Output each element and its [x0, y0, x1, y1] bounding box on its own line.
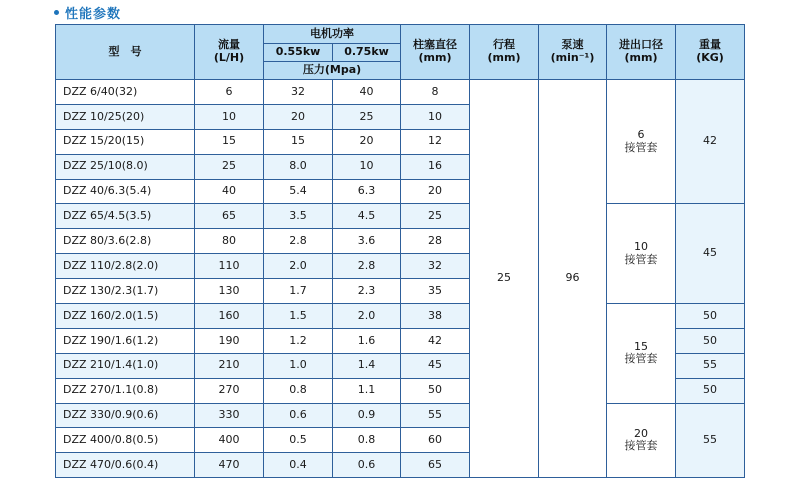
cell-pressure-055: 20	[264, 104, 333, 129]
cell-plunger-diameter: 10	[401, 104, 470, 129]
cell-pressure-075: 4.5	[333, 204, 401, 229]
cell-pressure-055: 2.8	[264, 229, 333, 254]
cell-pressure-055: 3.5	[264, 204, 333, 229]
cell-pressure-055: 2.0	[264, 254, 333, 279]
table-row	[56, 304, 745, 329]
header-motor-power: 电机功率	[264, 25, 401, 44]
cell-flow: 110	[195, 254, 264, 279]
performance-table	[55, 24, 745, 478]
cell-model: DZZ 25/10(8.0)	[56, 154, 195, 179]
cell-plunger-diameter: 60	[401, 428, 470, 453]
cell-pressure-075: 0.8	[333, 428, 401, 453]
cell-pressure-075: 3.6	[333, 229, 401, 254]
cell-pressure-075: 10	[333, 154, 401, 179]
section-title	[54, 3, 121, 21]
cell-pressure-055: 1.2	[264, 328, 333, 353]
cell-flow: 400	[195, 428, 264, 453]
cell-pressure-075: 2.3	[333, 279, 401, 304]
header-pressure: 压力(Mpa)	[264, 62, 401, 80]
cell-pressure-075: 2.8	[333, 254, 401, 279]
cell-pressure-075: 40	[333, 80, 401, 105]
cell-model: DZZ 210/1.4(1.0)	[56, 353, 195, 378]
port-label: 接管套	[624, 439, 658, 453]
cell-model: DZZ 160/2.0(1.5)	[56, 304, 195, 329]
cell-weight: 50	[676, 328, 745, 353]
cell-plunger-diameter: 38	[401, 304, 470, 329]
header-plunger: 柱塞直径 (mm)	[401, 25, 470, 80]
cell-plunger-diameter: 32	[401, 254, 470, 279]
cell-model: DZZ 80/3.6(2.8)	[56, 229, 195, 254]
cell-flow: 330	[195, 403, 264, 428]
cell-plunger-diameter: 50	[401, 378, 470, 403]
header-model: 型 号	[56, 25, 195, 80]
port-size: 6	[637, 128, 645, 142]
cell-pressure-055: 15	[264, 129, 333, 154]
cell-plunger-diameter: 42	[401, 328, 470, 353]
cell-pressure-075: 1.6	[333, 328, 401, 353]
cell-flow: 15	[195, 129, 264, 154]
cell-pressure-055: 0.4	[264, 453, 333, 478]
cell-flow: 25	[195, 154, 264, 179]
cell-model: DZZ 130/2.3(1.7)	[56, 279, 195, 304]
cell-model: DZZ 270/1.1(0.8)	[56, 378, 195, 403]
header-speed: 泵速 (min⁻¹)	[539, 25, 607, 80]
cell-port-size	[607, 403, 676, 478]
table-row	[56, 403, 745, 428]
cell-pressure-055: 0.8	[264, 378, 333, 403]
cell-model: DZZ 10/25(20)	[56, 104, 195, 129]
header-power-055: 0.55kw	[264, 44, 333, 62]
table-row	[56, 204, 745, 229]
cell-pressure-055: 1.7	[264, 279, 333, 304]
cell-pressure-075: 20	[333, 129, 401, 154]
header-weight: 重量 (KG)	[676, 25, 745, 80]
cell-pressure-055: 8.0	[264, 154, 333, 179]
cell-pressure-075: 1.1	[333, 378, 401, 403]
cell-model: DZZ 15/20(15)	[56, 129, 195, 154]
cell-pressure-075: 1.4	[333, 353, 401, 378]
port-size: 10	[634, 240, 648, 254]
section-title-text: 性能参数	[65, 6, 122, 22]
header-port: 进出口径 (mm)	[607, 25, 676, 80]
cell-pressure-075: 2.0	[333, 304, 401, 329]
cell-plunger-diameter: 45	[401, 353, 470, 378]
cell-stroke: 25	[470, 80, 539, 478]
cell-model: DZZ 65/4.5(3.5)	[56, 204, 195, 229]
port-label: 接管套	[624, 140, 658, 154]
cell-flow: 6	[195, 80, 264, 105]
cell-flow: 270	[195, 378, 264, 403]
cell-port-size	[607, 304, 676, 404]
cell-model: DZZ 400/0.8(0.5)	[56, 428, 195, 453]
cell-model: DZZ 110/2.8(2.0)	[56, 254, 195, 279]
cell-plunger-diameter: 35	[401, 279, 470, 304]
port-label: 接管套	[624, 252, 658, 266]
cell-plunger-diameter: 55	[401, 403, 470, 428]
cell-flow: 10	[195, 104, 264, 129]
port-size: 20	[634, 426, 648, 440]
port-size: 15	[634, 339, 648, 353]
cell-plunger-diameter: 12	[401, 129, 470, 154]
header-stroke: 行程 (mm)	[470, 25, 539, 80]
bullet-icon	[54, 10, 59, 15]
cell-weight: 42	[676, 80, 745, 204]
cell-speed: 96	[539, 80, 607, 478]
cell-model: DZZ 330/0.9(0.6)	[56, 403, 195, 428]
cell-plunger-diameter: 65	[401, 453, 470, 478]
cell-weight: 55	[676, 353, 745, 378]
cell-flow: 210	[195, 353, 264, 378]
cell-plunger-diameter: 8	[401, 80, 470, 105]
cell-plunger-diameter: 28	[401, 229, 470, 254]
cell-pressure-075: 6.3	[333, 179, 401, 204]
cell-weight: 50	[676, 378, 745, 403]
table-row	[56, 80, 745, 105]
cell-pressure-055: 32	[264, 80, 333, 105]
cell-port-size	[607, 80, 676, 204]
cell-flow: 80	[195, 229, 264, 254]
cell-flow: 130	[195, 279, 264, 304]
cell-flow: 40	[195, 179, 264, 204]
cell-weight: 45	[676, 204, 745, 304]
cell-model: DZZ 470/0.6(0.4)	[56, 453, 195, 478]
cell-weight: 55	[676, 403, 745, 478]
cell-model: DZZ 40/6.3(5.4)	[56, 179, 195, 204]
port-label: 接管套	[624, 352, 658, 366]
cell-pressure-075: 25	[333, 104, 401, 129]
cell-flow: 65	[195, 204, 264, 229]
cell-pressure-075: 0.9	[333, 403, 401, 428]
cell-pressure-075: 0.6	[333, 453, 401, 478]
cell-plunger-diameter: 25	[401, 204, 470, 229]
cell-flow: 190	[195, 328, 264, 353]
cell-plunger-diameter: 16	[401, 154, 470, 179]
cell-flow: 470	[195, 453, 264, 478]
header-power-075: 0.75kw	[333, 44, 401, 62]
cell-model: DZZ 6/40(32)	[56, 80, 195, 105]
cell-flow: 160	[195, 304, 264, 329]
cell-pressure-055: 5.4	[264, 179, 333, 204]
cell-pressure-055: 1.5	[264, 304, 333, 329]
cell-model: DZZ 190/1.6(1.2)	[56, 328, 195, 353]
cell-weight: 50	[676, 304, 745, 329]
cell-pressure-055: 1.0	[264, 353, 333, 378]
header-flow: 流量 (L/H)	[195, 25, 264, 80]
cell-plunger-diameter: 20	[401, 179, 470, 204]
cell-pressure-055: 0.5	[264, 428, 333, 453]
cell-port-size	[607, 204, 676, 304]
cell-pressure-055: 0.6	[264, 403, 333, 428]
